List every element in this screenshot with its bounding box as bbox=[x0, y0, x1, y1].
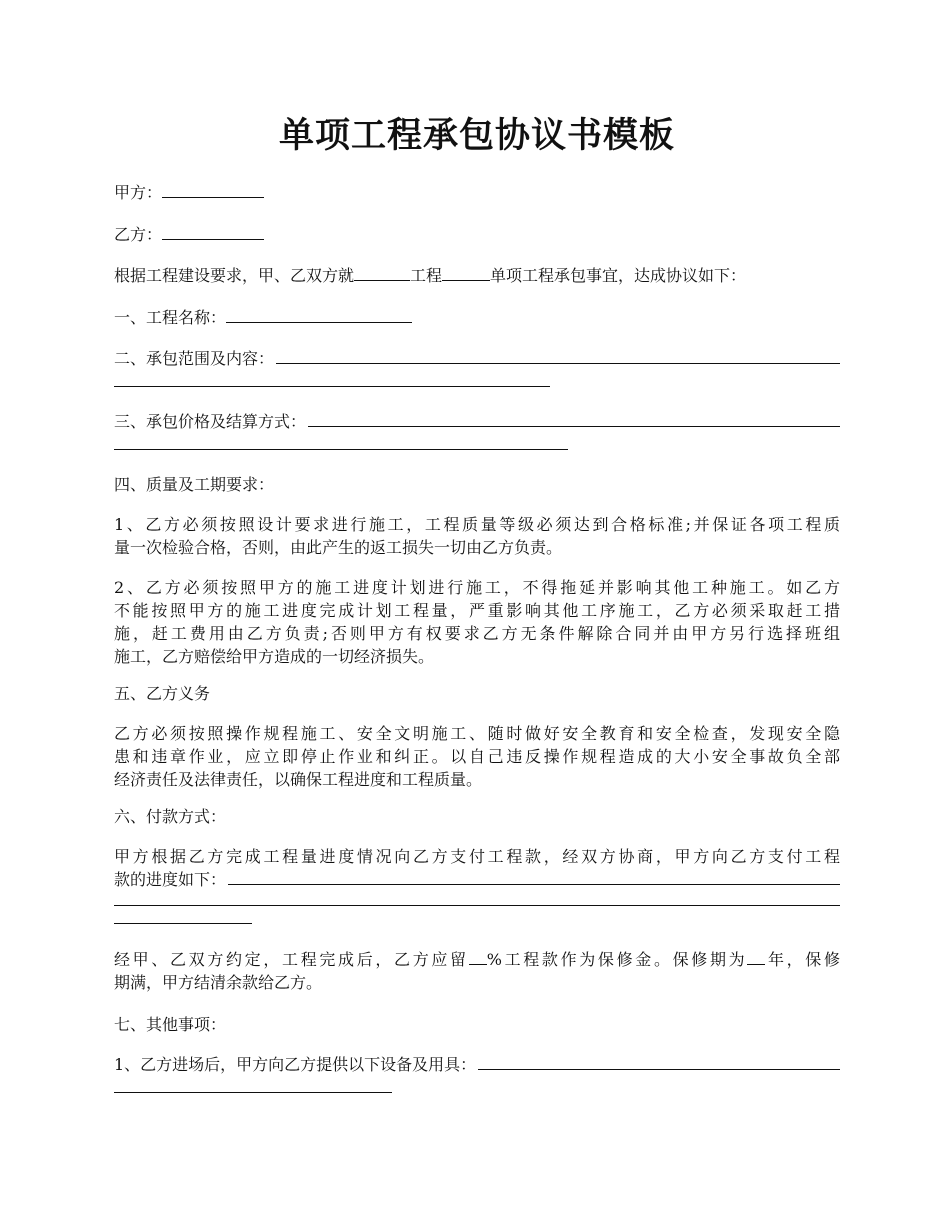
section6-heading: 六、付款方式： bbox=[114, 807, 227, 826]
section4-item2-line: 不能按照甲方的施工进度完成计划工程量，严重影响其他工序施工，乙方必须采取赶工措 bbox=[114, 601, 840, 620]
section5-line: 经济责任及法律责任，以确保工程进度和工程质量。 bbox=[114, 770, 483, 789]
retention-percent-blank bbox=[469, 950, 487, 965]
intro-paragraph bbox=[114, 264, 840, 287]
retention-line2: 期满，甲方结清余款给乙方。 bbox=[114, 973, 323, 992]
party-a-line bbox=[114, 181, 840, 204]
section2-blank-1 bbox=[276, 349, 840, 364]
section3-first-line bbox=[114, 410, 840, 433]
section4-item1 bbox=[114, 513, 840, 559]
section4-item2-line: 施工，乙方赔偿给甲方造成的一切经济损失。 bbox=[114, 647, 435, 666]
section4-item1-line: 量一次检验合格，否则，由此产生的返工损失一切由乙方负责。 bbox=[114, 538, 563, 557]
retention-text-a: 经甲、乙双方约定，工程完成后，乙方应留 bbox=[114, 950, 469, 969]
party-b-blank bbox=[162, 225, 264, 240]
section3-paragraph bbox=[114, 410, 840, 450]
retention-line1 bbox=[114, 948, 840, 971]
retention-text-b: %工程款作为保修金。保修期为 bbox=[486, 950, 748, 969]
retention-text-c: 年，保修 bbox=[765, 950, 840, 969]
section1-label: 一、工程名称： bbox=[114, 308, 227, 327]
section7-item1 bbox=[114, 1053, 840, 1093]
project-name-blank bbox=[226, 308, 412, 323]
section1-line bbox=[114, 306, 840, 329]
section2-label: 二、承包范围及内容： bbox=[114, 349, 275, 368]
party-a-label: 甲方： bbox=[114, 183, 163, 202]
section6-payment-label: 款的进度如下： bbox=[114, 870, 227, 889]
section4-item2 bbox=[114, 576, 840, 668]
intro-part3: 单项工程承包事宜，达成协议如下： bbox=[490, 266, 747, 285]
payment-schedule-blank-3 bbox=[114, 906, 252, 924]
section4-item2-line: 施，赶工费用由乙方负责;否则甲方有权要求乙方无条件解除合同并由甲方另行选择班组 bbox=[114, 624, 840, 643]
section6-payment-line2 bbox=[114, 868, 840, 891]
warranty-years-blank bbox=[747, 950, 765, 965]
document-title: 单项工程承包协议书模板 bbox=[278, 115, 675, 156]
section3-label: 三、承包价格及结算方式： bbox=[114, 412, 307, 431]
section2-blank-2 bbox=[114, 370, 550, 387]
intro-part2: 工程 bbox=[410, 266, 443, 285]
retention-paragraph bbox=[114, 948, 840, 994]
section5-body bbox=[114, 722, 840, 791]
section2-paragraph bbox=[114, 347, 840, 387]
equipment-blank-2 bbox=[114, 1076, 392, 1093]
section6-payment-line1: 甲方根据乙方完成工程量进度情况向乙方支付工程款，经双方协商，甲方向乙方支付工程 bbox=[114, 847, 840, 866]
payment-schedule-blank-2 bbox=[114, 891, 840, 906]
equipment-blank-1 bbox=[478, 1055, 840, 1070]
section3-blank-2 bbox=[114, 433, 568, 450]
section6-payment bbox=[114, 845, 840, 924]
project-blank-1 bbox=[354, 266, 410, 281]
party-a-blank bbox=[162, 183, 264, 198]
intro-part1: 根据工程建设要求，甲、乙双方就 bbox=[114, 266, 355, 285]
section5-line: 患和违章作业，应立即停止作业和纠正。以自己违反操作规程造成的大小安全事故负全部 bbox=[114, 747, 840, 766]
party-b-line bbox=[114, 223, 840, 246]
section7-heading: 七、其他事项： bbox=[114, 1015, 227, 1034]
section4-heading: 四、质量及工期要求： bbox=[114, 475, 275, 494]
section4-item2-line: 2、乙方必须按照甲方的施工进度计划进行施工，不得拖延并影响其他工种施工。如乙方 bbox=[114, 578, 840, 597]
section2-first-line bbox=[114, 347, 840, 370]
payment-schedule-blank-1 bbox=[228, 870, 840, 885]
section5-line: 乙方必须按照操作规程施工、安全文明施工、随时做好安全教育和安全检查，发现安全隐 bbox=[114, 724, 840, 743]
section3-blank-1 bbox=[308, 412, 840, 427]
section5-heading: 五、乙方义务 bbox=[114, 684, 211, 703]
section4-item1-line: 1、乙方必须按照设计要求进行施工，工程质量等级必须达到合格标准;并保证各项工程质 bbox=[114, 515, 840, 534]
project-blank-2 bbox=[442, 266, 490, 281]
party-b-label: 乙方： bbox=[114, 225, 163, 244]
section7-item1-first-line bbox=[114, 1053, 840, 1076]
section7-item1-label: 1、乙方进场后，甲方向乙方提供以下设备及用具： bbox=[114, 1055, 477, 1074]
